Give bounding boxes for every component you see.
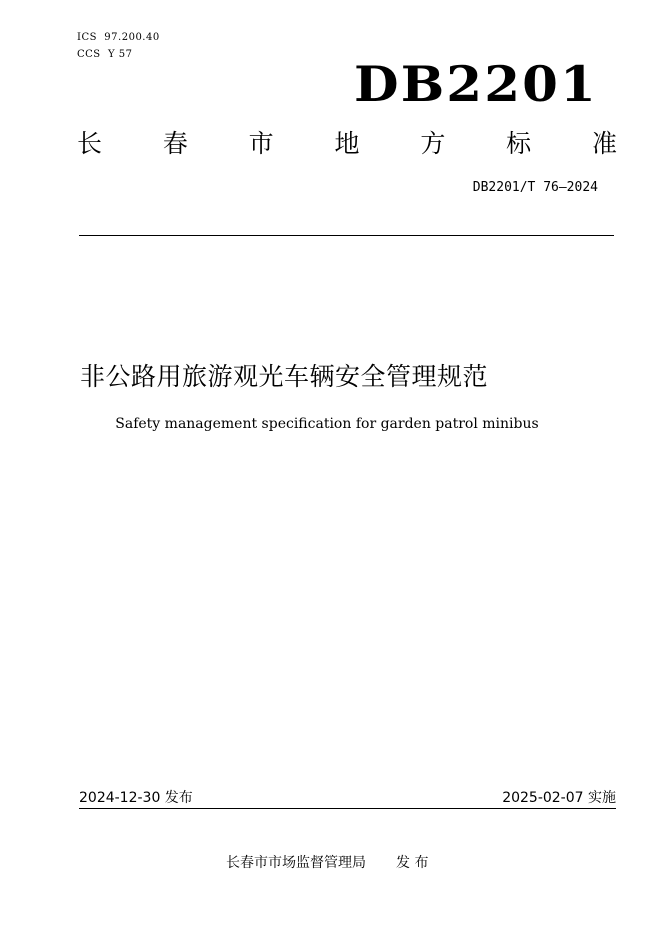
ics-code: ICS 97.200.40 (77, 32, 160, 43)
issuer-name: 长春市市场监督管理局 (226, 855, 366, 871)
standard-type-char: 春 (162, 129, 188, 158)
standard-type-char: 准 (591, 129, 617, 158)
issuer-line (226, 854, 428, 872)
implement-date: 2025-02-07 实施 (502, 790, 616, 806)
standard-type-char: 长 (77, 129, 103, 158)
standard-code: DB2201/T 76—2024 (472, 180, 598, 195)
standard-type-char: 市 (248, 129, 274, 158)
standard-type-char: 方 (420, 129, 446, 158)
ccs-code: CCS Y 57 (77, 49, 133, 60)
publish-date: 2024-12-30 发布 (79, 790, 193, 806)
standard-type-title (77, 126, 617, 162)
document-title-zh: 非公路用旅游观光车辆安全管理规范 (80, 362, 489, 391)
document-title-en: Safety management specification for garden patrol minibus (115, 416, 539, 432)
header-divider (79, 235, 614, 236)
issue-label: 发 布 (396, 855, 429, 871)
footer-divider (79, 808, 616, 809)
standard-type-char: 标 (506, 129, 532, 158)
standard-type-char: 地 (334, 129, 360, 158)
standard-mark-logo: DB2201 (354, 55, 598, 113)
